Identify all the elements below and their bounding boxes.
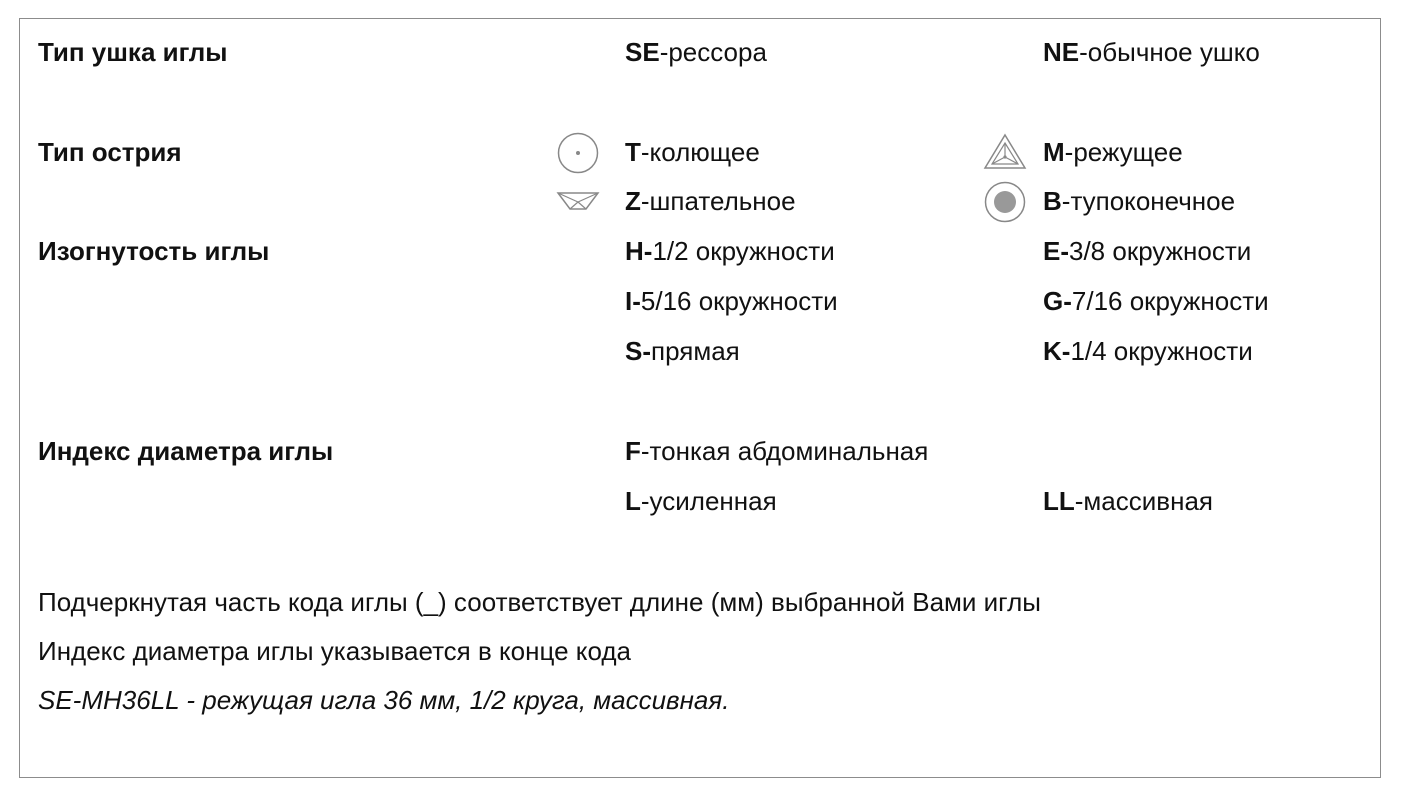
code: H- — [625, 236, 653, 266]
diameter-option-l — [625, 486, 777, 516]
diameter-label: Индекс диаметра иглы — [38, 436, 334, 466]
code: Z — [625, 186, 641, 216]
desc: 5/16 окружности — [640, 286, 838, 316]
point-option-b — [1043, 186, 1235, 216]
curve-option-k — [1043, 336, 1253, 366]
code: G- — [1043, 286, 1072, 316]
desc: -рессора — [659, 37, 767, 67]
eye-option-ne — [1043, 37, 1260, 67]
diameter-option-ll — [1043, 486, 1213, 516]
code: F — [625, 436, 641, 466]
code: M — [1043, 137, 1065, 167]
code: S- — [625, 336, 651, 366]
point-option-m — [1043, 137, 1183, 167]
curve-option-e — [1043, 236, 1251, 266]
desc: -тонкая абдоминальная — [640, 436, 929, 466]
code: NE — [1043, 37, 1080, 67]
note-diameter-index: Индекс диаметра иглы указывается в конце кода — [38, 636, 631, 666]
code: I- — [625, 286, 641, 316]
desc: 1/4 окружности — [1070, 336, 1253, 366]
desc: -тупоконечное — [1061, 186, 1236, 216]
triangle-icon — [983, 133, 1027, 171]
desc: -шпательное — [640, 186, 796, 216]
desc: -усиленная — [640, 486, 777, 516]
desc: 7/16 окружности — [1071, 286, 1269, 316]
eye-option-se — [625, 37, 767, 67]
note-underline: Подчеркнутая часть кода иглы (_) соответствует длине (мм) выбранной Вами иглы — [38, 587, 1041, 617]
curve-option-i — [625, 286, 838, 316]
diameter-option-f — [625, 436, 928, 466]
filled-circle-icon — [983, 180, 1027, 224]
code: E- — [1043, 236, 1069, 266]
point-type-label: Тип острия — [38, 137, 182, 167]
desc: -режущее — [1064, 137, 1183, 167]
point-option-z — [625, 186, 796, 216]
curve-option-h — [625, 236, 835, 266]
curve-option-s — [625, 336, 740, 366]
code: K- — [1043, 336, 1071, 366]
desc: -колющее — [640, 137, 760, 167]
desc: 3/8 окружности — [1069, 236, 1252, 266]
eye-type-label: Тип ушка иглы — [38, 37, 228, 67]
code: SE — [625, 37, 660, 67]
code: T — [625, 137, 641, 167]
note-example: SE-MH36LL - режущая игла 36 мм, 1/2 круга, массивная. — [38, 685, 730, 715]
desc: -обычное ушко — [1079, 37, 1260, 67]
circle-dot-icon — [556, 131, 600, 175]
code: B — [1043, 186, 1062, 216]
desc: прямая — [651, 336, 740, 366]
desc: -массивная — [1074, 486, 1213, 516]
spatula-icon — [556, 190, 600, 214]
code: LL — [1043, 486, 1075, 516]
code: L — [625, 486, 641, 516]
curvature-label: Изогнутость иглы — [38, 236, 270, 266]
point-option-t — [625, 137, 760, 167]
desc: 1/2 окружности — [652, 236, 835, 266]
curve-option-g — [1043, 286, 1269, 316]
